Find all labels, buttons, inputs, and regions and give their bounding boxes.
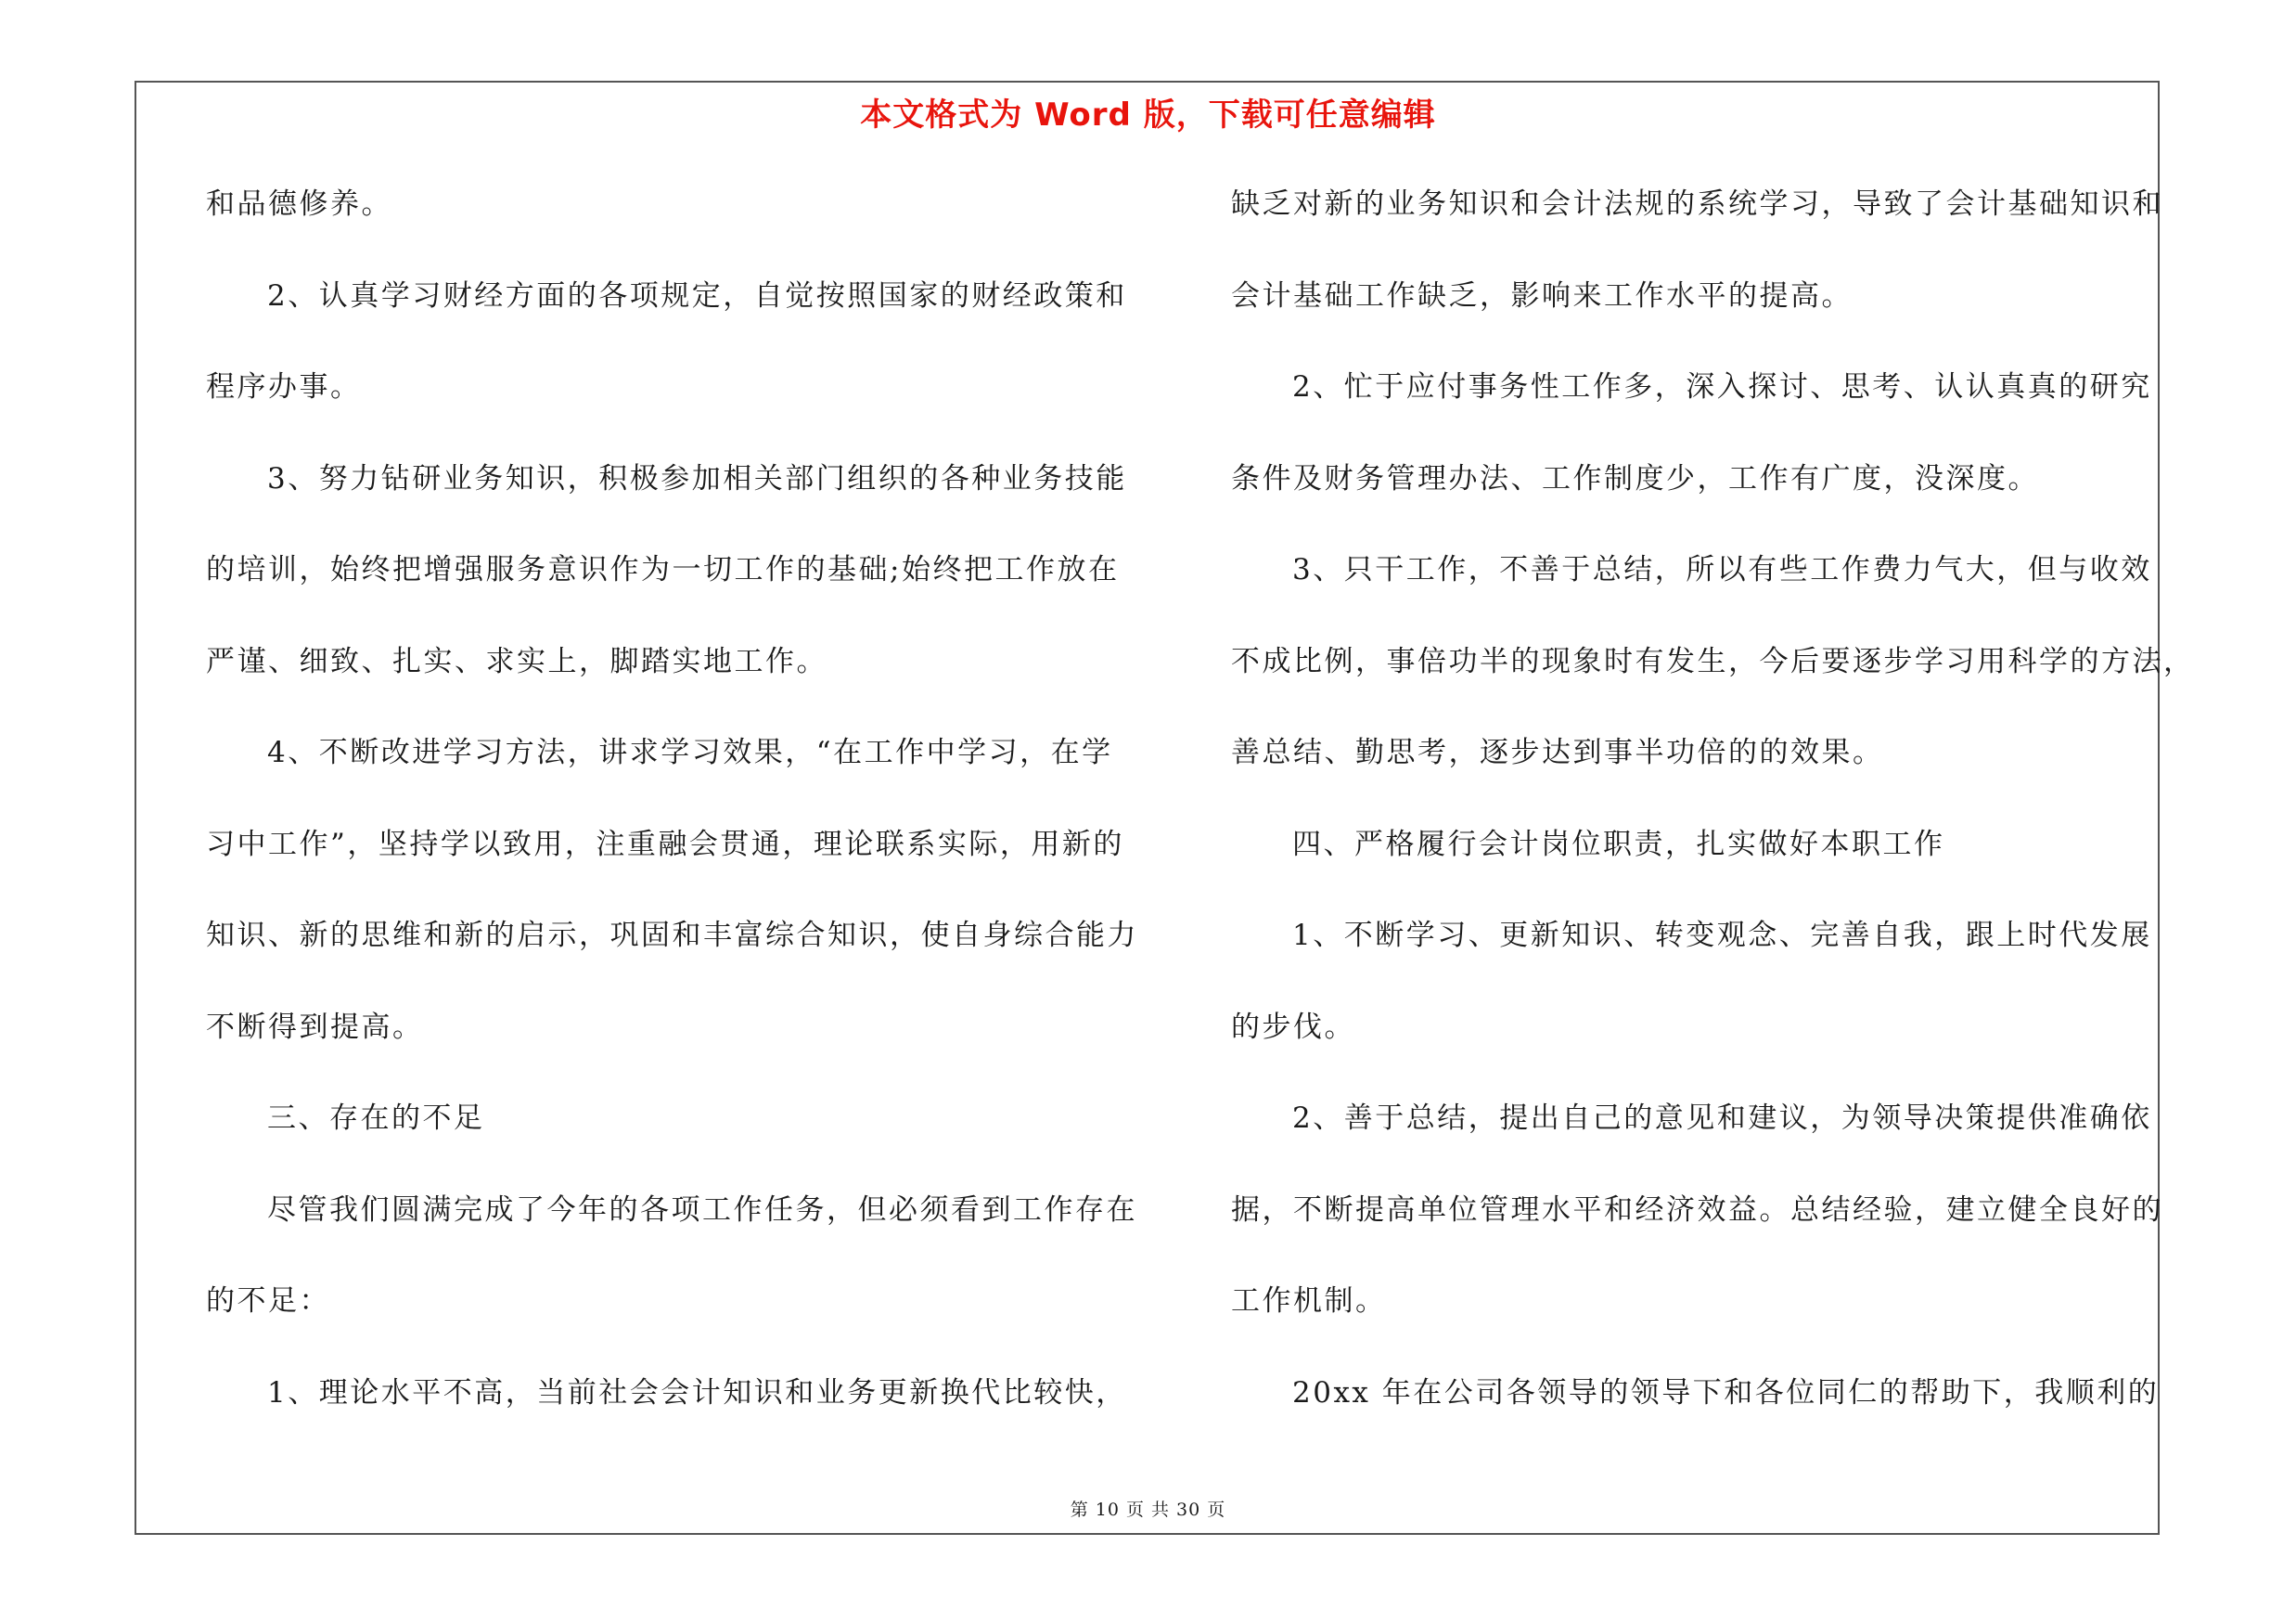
text-line: 习中工作”，坚持学以致用，注重融会贯通，理论联系实际，用新的 — [206, 827, 1124, 861]
page-number: 第 10 页 共 30 页 — [1070, 1500, 1226, 1520]
text-line: 不成比例，事倍功半的现象时有发生，今后要逐步学习用科学的方法， — [1231, 644, 2195, 678]
text-line: 的不足： — [206, 1284, 330, 1318]
text-line: 善总结、勤思考，逐步达到事半功倍的的效果。 — [1231, 736, 1884, 769]
text-line: 2、善于总结，提出自己的意见和建议，为领导决策提供准确依 — [1292, 1101, 2152, 1135]
section-heading: 三、存在的不足 — [267, 1101, 485, 1135]
text-line: 条件及财务管理办法、工作制度少，工作有广度，没深度。 — [1231, 461, 2039, 496]
text-line: 20xx 年在公司各领导的领导下和各位同仁的帮助下，我顺利的 — [1292, 1375, 2160, 1410]
text-line: 据，不断提高单位管理水平和经济效益。总结经验，建立健全良好的 — [1231, 1192, 2163, 1227]
text-line: 1、不断学习、更新知识、转变观念、完善自我，跟上时代发展 — [1292, 919, 2152, 952]
text-line: 不断得到提高。 — [206, 1010, 424, 1044]
text-line: 2、认真学习财经方面的各项规定，自觉按照国家的财经政策和 — [267, 278, 1127, 313]
text-line: 3、只干工作，不善于总结，所以有些工作费力气大，但与收效 — [1292, 553, 2152, 586]
section-heading: 四、严格履行会计岗位职责，扎实做好本职工作 — [1292, 827, 1945, 861]
text-line: 4、不断改进学习方法，讲求学习效果，“在工作中学习，在学 — [267, 736, 1113, 769]
format-banner: 本文格式为 Word 版，下载可任意编辑 — [860, 97, 1436, 134]
text-line: 尽管我们圆满完成了今年的各项工作任务，但必须看到工作存在 — [267, 1192, 1137, 1227]
text-line: 工作机制。 — [1231, 1284, 1387, 1318]
text-line: 缺乏对新的业务知识和会计法规的系统学习，导致了会计基础知识和 — [1231, 187, 2163, 221]
text-line: 和品德修养。 — [206, 187, 392, 221]
text-line: 会计基础工作缺乏，影响来工作水平的提高。 — [1231, 278, 1853, 313]
text-line: 严谨、细致、扎实、求实上，脚踏实地工作。 — [206, 644, 827, 678]
text-line: 知识、新的思维和新的启示，巩固和丰富综合知识，使自身综合能力 — [206, 919, 1138, 952]
text-line: 3、努力钻研业务知识，积极参加相关部门组织的各种业务技能 — [267, 461, 1127, 496]
text-line: 程序办事。 — [206, 370, 362, 404]
text-line: 的步伐。 — [1231, 1010, 1355, 1044]
text-line: 1、理论水平不高，当前社会会计知识和业务更新换代比较快， — [267, 1375, 1127, 1410]
text-line: 2、忙于应付事务性工作多，深入探讨、思考、认认真真的研究 — [1292, 370, 2152, 404]
text-line: 的培训，始终把增强服务意识作为一切工作的基础;始终把工作放在 — [206, 553, 1120, 586]
